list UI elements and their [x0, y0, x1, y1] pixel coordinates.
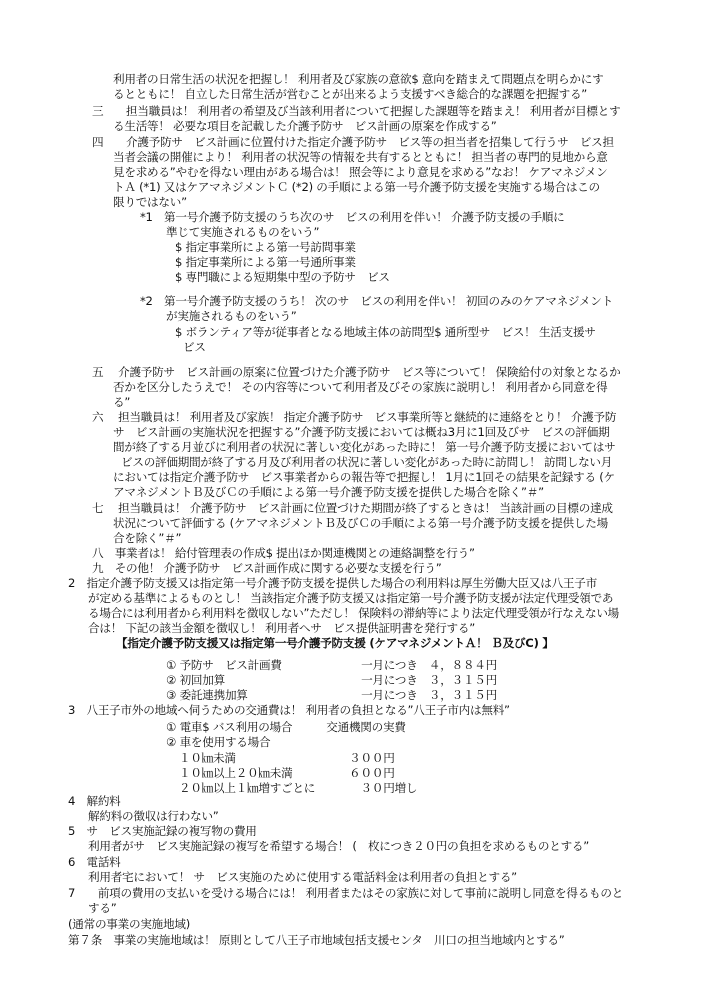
text-line	[92, 410, 616, 425]
text-line	[88, 901, 116, 916]
text-line	[179, 781, 417, 796]
text-line-content: 準じて実施されるものをいう”	[166, 225, 320, 239]
text-line-content: $ 指定事業所による第一号通所事業	[175, 255, 356, 269]
text-line-content: １０㎞未満 ３００円	[179, 751, 395, 765]
text-line	[68, 917, 190, 932]
text-line	[175, 325, 596, 340]
text-line	[179, 766, 395, 781]
text-line-content: 八 事業者は！ 給付管理表の作成$ 提出ほか関連機関との連絡調整を行う”	[92, 546, 475, 560]
text-line-content: ビスの評価期間が終了する月及び利用者の状況に著しい変化があった時に訪問し！ 訪問しない月	[121, 455, 613, 469]
text-line-content: 6 電話料	[68, 855, 121, 869]
text-line	[113, 440, 615, 455]
text-line	[113, 470, 615, 485]
text-line-content: ① 電車$ バス利用の場合 交通機関の実費	[166, 720, 406, 734]
text-line	[113, 72, 603, 87]
text-line-content: する”	[88, 901, 117, 915]
text-line-content: においては指定介護予防サ ビス事業者からの報告等で把握し！ 1月に1回その結果を記録する (ケ	[113, 470, 615, 484]
text-line	[113, 516, 608, 531]
text-line	[166, 658, 497, 673]
text-line	[166, 735, 270, 750]
text-line-content: る”	[113, 395, 131, 409]
text-line-content: ② 初回加算 一月につき ３，３１５円	[166, 673, 497, 687]
text-line	[88, 809, 219, 824]
text-line-content: 利用者の日常生活の状況を把握し！ 利用者及び家族の意欲$ 意向を踏まえて問題点を明らかにす	[113, 72, 604, 86]
text-line-content: 利用者がサ ビス実施記録の複写を希望する場合！ ( 枚につき２０円の負担を求めるものとする”	[88, 839, 590, 853]
text-line-content: 九 その他！ 介護予防サ ビス計画作成に関する必要な支援を行う”	[92, 561, 442, 575]
text-line-content: 見を求める”やむを得ない理由がある場合は！ 照会等により意見を求める”なお！ ケアマネジメン	[113, 165, 608, 179]
text-line	[116, 636, 554, 651]
text-line-content: 7 前項の費用の支払いを受ける場合には！ 利用者またはその家族に対して事前に説明し同意を得るものと	[68, 886, 624, 900]
text-line-content: 六 担当職員は！ 利用者及び家族！ 指定介護予防サ ビス事業所等と継続的に連絡をとり！ 介護予防	[92, 410, 617, 424]
text-line-content: 四 介護予防サ ビス計画に位置付けた指定介護予防サ ビス等の担当者を招集して行うサ ビス担	[92, 135, 614, 149]
text-line	[113, 531, 181, 546]
text-line	[88, 606, 619, 621]
text-line	[68, 933, 565, 948]
text-line-content: 解約料の徴収は行わない”	[88, 809, 219, 823]
text-line-content: 合を除く”＃”	[113, 531, 182, 545]
text-line-content: が定める基準によるものとし！ 当該指定介護予防支援又は指定第一号介護予防支援が法定代理受領であ	[88, 591, 614, 605]
text-line-content: 合は！ 下記の該当金額を徴収し！ 利用者へサ ビス提供証明書を発行する”	[88, 621, 475, 635]
text-line	[68, 703, 510, 718]
text-line	[88, 621, 475, 636]
text-line-content: サ ビス計画の実施状況を把握する”介護予防支援においては概ね3月に1回及びサ ビスの評価期	[113, 425, 610, 439]
text-line	[68, 855, 121, 870]
text-line	[92, 104, 620, 119]
text-line	[92, 501, 613, 516]
text-line-content: トＡ (*1) 又はケアマネジメントＣ (*2) の手順による第一号介護予防支援を実施する場合はこの	[113, 180, 600, 194]
text-line	[92, 135, 614, 150]
text-line	[121, 455, 612, 470]
text-line-content: 利用者宅において！ サ ビス実施のために使用する電話料金は利用者の負担とする”	[88, 870, 517, 884]
text-line	[113, 150, 608, 165]
text-line-content: ビス	[183, 340, 206, 354]
text-line	[166, 688, 497, 703]
text-line	[68, 794, 121, 809]
text-line-content: 当者会議の開催により！ 利用者の状況等の情報を共有するとともに！ 担当者の専門的見地から意	[113, 150, 608, 164]
text-line	[179, 751, 395, 766]
text-line-content: $ 専門職による短期集中型の予防サ ビス	[175, 270, 390, 284]
text-line-content: 【指定介護予防支援又は指定第一号介護予防支援 (ケアマネジメントＡ！ Ｂ及びC) 】	[116, 636, 554, 650]
text-line-content: ２０㎞以上１㎞増すごとに ３０円増し	[179, 781, 418, 795]
text-line	[166, 225, 319, 240]
text-line-content: 3 八王子市外の地域へ伺うための交通費は！ 利用者の負担となる”八王子市内は無料”	[68, 703, 510, 717]
text-line-content: 状況について評価する (ケアマネジメントＢ及びＣの手順による第一号介護予防支援を提供した場	[113, 516, 608, 530]
text-line-content: ③ 委託連携加算 一月につき ３，３１５円	[166, 688, 497, 702]
text-line-content: 五 介護予防サ ビス計画の原案に位置づけた介護予防サ ビス等について！ 保険給付の対象となるか	[92, 365, 621, 379]
text-line	[88, 591, 613, 606]
text-line	[140, 210, 565, 225]
text-line	[166, 720, 406, 735]
text-line-content: ① 予防サ ビス計画費 一月につき ４，８８４円	[166, 658, 497, 672]
text-line	[175, 255, 356, 270]
text-line-content: (通常の事業の実施地域)	[68, 917, 190, 931]
text-line-content: る場合には利用者から利用料を徴収しない”ただし！ 保険料の滞納等により法定代理受領が行なえない場	[88, 606, 620, 620]
text-line-content: *2 第一号介護予防支援のうち！ 次のサ ビスの利用を伴い！ 初回のみのケアマネジメント	[140, 294, 613, 308]
text-line-content: るとともに！ 自立した日常生活が営むことが出来るよう支援すべき総合的な課題を把握する”	[113, 87, 588, 101]
text-line-content: 間が終了する月並びに利用者の状況に著しい変化があった時に！ 第一号介護予防支援においてはサ	[113, 440, 616, 454]
text-line	[175, 270, 390, 285]
text-line	[113, 425, 609, 440]
text-line	[175, 240, 356, 255]
text-line-content: 否かを区分したうえで！ その内容等について利用者及びその家族に説明し！ 利用者から同意を得	[113, 380, 608, 394]
text-line	[88, 870, 517, 885]
text-line	[68, 824, 257, 839]
text-line	[140, 294, 613, 309]
text-line	[113, 395, 130, 410]
text-line	[113, 485, 544, 500]
text-line	[113, 87, 587, 102]
text-line	[92, 561, 442, 576]
text-line	[68, 886, 623, 901]
text-line-content: 4 解約料	[68, 794, 121, 808]
text-line-content: 第７条 事業の実施地域は！ 原則として八王子市地域包括支援センタ 川口の担当地域内とする”	[68, 933, 565, 947]
text-line-content: が実施されるものをいう”	[166, 309, 297, 323]
text-line-content: アマネジメントＢ及びＣの手順による第一号介護予防支援を提供した場合を除く”＃”	[113, 485, 544, 499]
text-line-content: 5 サ ビス実施記録の複写物の費用	[68, 824, 257, 838]
text-line	[113, 195, 187, 210]
text-line	[88, 839, 589, 854]
text-line-content: $ 指定事業所による第一号訪問事業	[175, 240, 356, 254]
text-line-content: $ ボランティア等が従事者となる地域主体の訪問型$ 通所型サ ビス！ 生活支援サ	[175, 325, 596, 339]
text-line-content: る生活等！ 必要な項目を記載した介護予防サ ビス計画の原案を作成する”	[113, 119, 497, 133]
text-line	[166, 309, 297, 324]
text-line-content: ② 車を使用する場合	[166, 735, 271, 749]
text-line-content: *1 第一号介護予防支援のうち次のサ ビスの利用を伴い！ 介護予防支援の手順に	[140, 210, 565, 224]
text-line	[92, 365, 620, 380]
text-line-content: １０㎞以上２０㎞未満 ６００円	[179, 766, 395, 780]
text-line	[68, 576, 597, 591]
text-line-content: 2 指定介護予防支援又は指定第一号介護予防支援を提供した場合の利用料は厚生労働大臣又は八王子市	[68, 576, 597, 590]
text-line-content: 限りではない”	[113, 195, 187, 209]
text-line	[183, 340, 206, 355]
text-line	[113, 380, 607, 395]
text-line-content: 七 担当職員は！ 介護予防サ ビス計画に位置づけた期間が終了するときは！ 当該計画の目標の達成	[92, 501, 613, 515]
text-line	[166, 673, 497, 688]
text-line	[92, 546, 475, 561]
text-line	[113, 180, 600, 195]
text-line	[113, 165, 607, 180]
text-line	[113, 119, 497, 134]
text-line-content: 三 担当職員は！ 利用者の希望及び当該利用者について把握した課題等を踏まえ！ 利用者が目標とす	[92, 104, 621, 118]
